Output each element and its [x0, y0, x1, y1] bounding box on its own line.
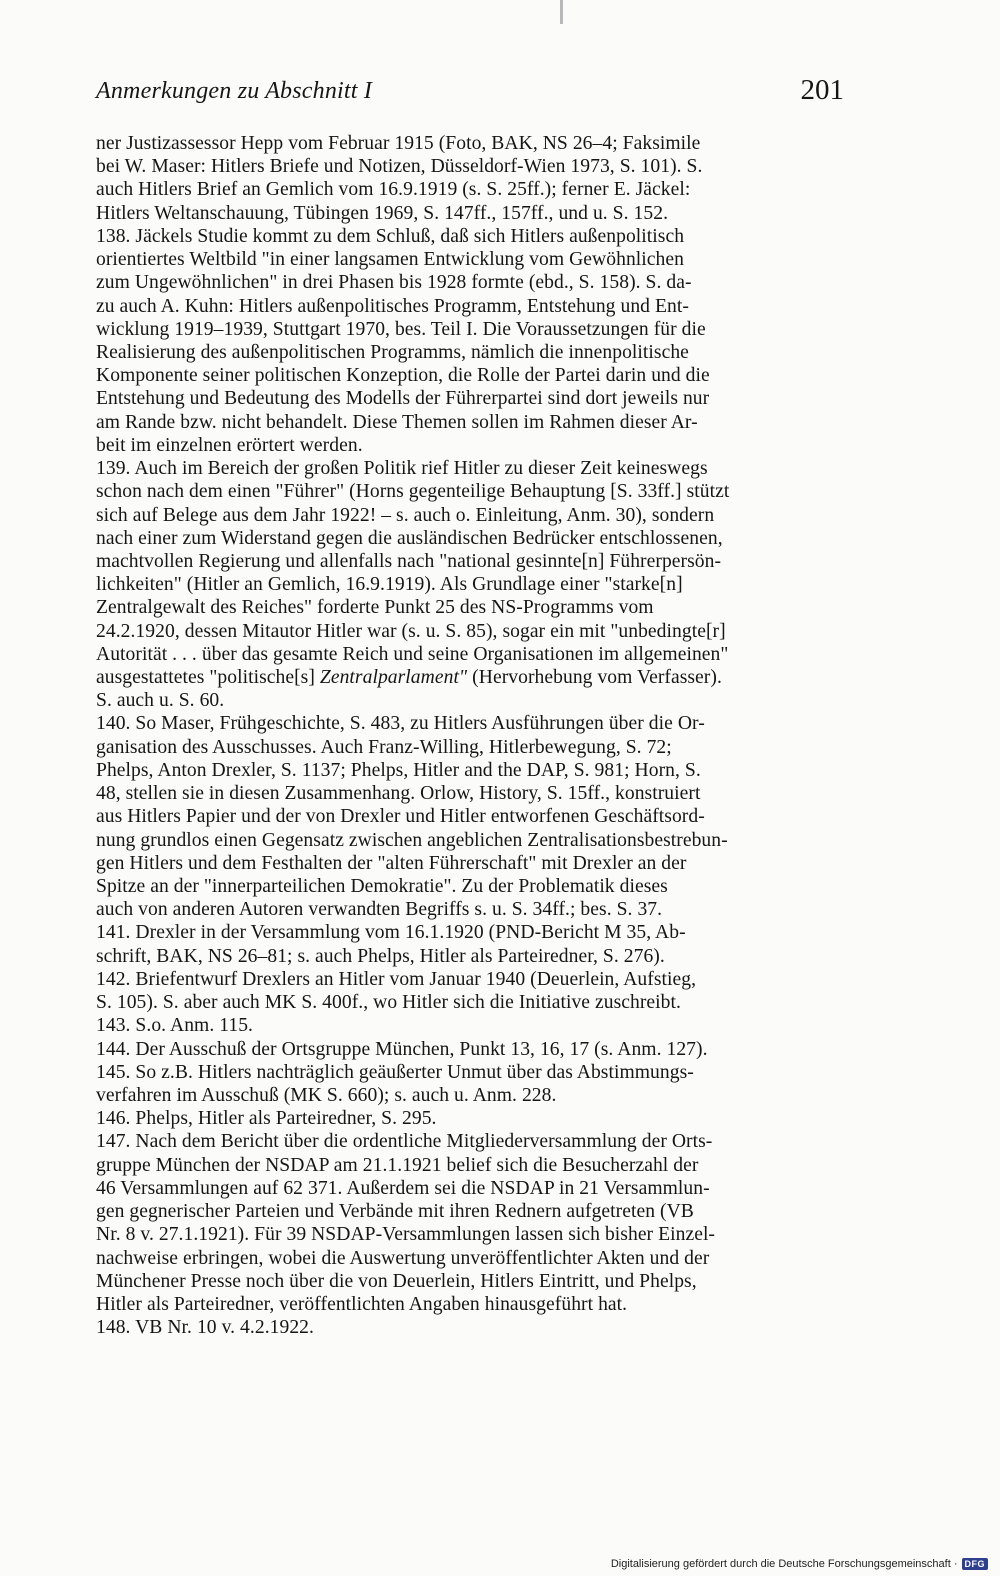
text-line — [96, 643, 844, 666]
text-line — [96, 225, 844, 248]
line-text: gen gegnerischer Parteien und Verbände mit ihren Rednern aufgetreten (VB — [96, 1201, 694, 1223]
line-text: 146. Phelps, Hitler als Parteiredner, S. 295. — [96, 1108, 437, 1130]
text-line — [96, 712, 844, 735]
text-line — [96, 341, 844, 364]
scan-edge-mark — [560, 0, 563, 24]
text-line — [96, 527, 844, 550]
line-text: nachweise erbringen, wobei die Auswertung unveröffentlichter Akten und der — [96, 1247, 710, 1269]
text-line — [96, 1107, 844, 1130]
line-text: Realisierung des außenpolitischen Programms, nämlich die innenpolitische — [96, 341, 689, 363]
text-line — [96, 573, 844, 596]
line-text: bei W. Maser: Hitlers Briefe und Notizen, Düsseldorf-Wien 1973, S. 101). S. — [96, 156, 703, 178]
line-text: Entstehung und Bedeutung des Modells der Führerpartei sind dort jeweils nur — [96, 388, 710, 410]
line-text: beit im einzelnen erörtert werden. — [96, 434, 363, 456]
line-text: aus Hitlers Papier und der von Drexler und Hitler entworfenen Geschäftsord- — [96, 806, 705, 828]
text-line — [96, 434, 844, 457]
running-title: Anmerkungen zu Abschnitt I — [96, 78, 373, 104]
text-line — [96, 1223, 844, 1246]
endnotes-body — [96, 132, 844, 1339]
line-text: schon nach dem einen "Führer" (Horns gegenteilige Behauptung [S. 33ff.] stützt — [96, 481, 730, 503]
text-line — [96, 1084, 844, 1107]
line-text: 142. Briefentwurf Drexlers an Hitler vom Januar 1940 (Deuerlein, Aufstieg, — [96, 968, 697, 990]
text-line — [96, 1247, 844, 1270]
text-line — [96, 1270, 844, 1293]
text-line — [96, 295, 844, 318]
text-line — [96, 1200, 844, 1223]
line-text: 144. Der Ausschuß der Ortsgruppe München, Punkt 13, 16, 17 (s. Anm. 127). — [96, 1038, 708, 1060]
text-line — [96, 364, 844, 387]
text-line — [96, 829, 844, 852]
line-text: zu auch A. Kuhn: Hitlers außenpolitisches Programm, Entstehung und Ent- — [96, 295, 689, 317]
text-line — [96, 1177, 844, 1200]
line-text: nung grundlos einen Gegensatz zwischen angeblichen Zentralisationsbestrebun- — [96, 829, 728, 851]
text-line — [96, 318, 844, 341]
line-text: Zentralgewalt des Reiches" forderte Punkt 25 des NS-Programms vom — [96, 597, 654, 619]
line-text: S. auch u. S. 60. — [96, 690, 225, 712]
text-line — [96, 852, 844, 875]
text-line — [96, 411, 844, 434]
text-line — [96, 155, 844, 178]
text-line — [96, 759, 844, 782]
text-line — [96, 1014, 844, 1037]
credit-text: Digitalisierung gefördert durch die Deutsche Forschungsgemeinschaft · — [610, 1558, 958, 1570]
text-line — [96, 805, 844, 828]
line-text: orientiertes Weltbild "in einer langsamen Entwicklung vom Gewöhnlichen — [96, 249, 684, 271]
line-text: Hitler als Parteiredner, veröffentlichten Angaben hinausgeführt hat. — [96, 1293, 628, 1315]
page-number: 201 — [800, 74, 844, 106]
line-text: Phelps, Anton Drexler, S. 1137; Phelps, Hitler and the DAP, S. 981; Horn, S. — [96, 759, 701, 781]
digitization-credit — [611, 1558, 988, 1570]
text-line — [96, 1154, 844, 1177]
text-line — [96, 666, 844, 689]
line-text: auch von anderen Autoren verwandten Begriffs s. u. S. 34ff.; bes. S. 37. — [96, 899, 663, 921]
text-line — [96, 178, 844, 201]
line-text: verfahren im Ausschuß (MK S. 660); s. auch u. Anm. 228. — [96, 1084, 557, 1106]
line-text: 139. Auch im Bereich der großen Politik rief Hitler zu dieser Zeit keineswegs — [96, 458, 708, 480]
line-text: gen Hitlers und dem Festhalten der "alten Führerschaft" mit Drexler an der — [96, 852, 687, 874]
text-line — [96, 1038, 844, 1061]
line-text: 143. S.o. Anm. 115. — [96, 1015, 253, 1037]
text-line — [96, 921, 844, 944]
text-line — [96, 875, 844, 898]
line-text: am Rande bzw. nicht behandelt. Diese Themen sollen im Rahmen dieser Ar- — [96, 411, 698, 433]
text-line — [96, 457, 844, 480]
text-line — [96, 480, 844, 503]
text-line — [96, 1316, 844, 1339]
line-text: wicklung 1919–1939, Stuttgart 1970, bes. Teil I. Die Voraussetzungen für die — [96, 318, 706, 340]
line-text: sich auf Belege aus dem Jahr 1922! – s. auch o. Einleitung, Anm. 30), sondern — [96, 504, 715, 526]
line-text: Autorität . . . über das gesamte Reich und seine Organisationen im allgemeinen" — [96, 643, 729, 665]
line-text: 140. So Maser, Frühgeschichte, S. 483, zu Hitlers Ausführungen über die Or- — [96, 713, 705, 735]
line-text: gruppe München der NSDAP am 21.1.1921 belief sich die Besucherzahl der — [96, 1154, 699, 1176]
emphasis-text: Zentralparlament" — [319, 667, 468, 689]
line-text: 148. VB Nr. 10 v. 4.2.1922. — [96, 1317, 314, 1339]
text-line — [96, 689, 844, 712]
line-text: auch Hitlers Brief an Gemlich vom 16.9.1919 (s. S. 25ff.); ferner E. Jäckel: — [96, 179, 691, 201]
line-text: 46 Versammlungen auf 62 371. Außerdem sei die NSDAP in 21 Versammlun- — [96, 1177, 710, 1199]
text-line — [96, 550, 844, 573]
line-text: nach einer zum Widerstand gegen die ausländischen Bedrücker entschlossenen, — [96, 527, 723, 549]
text-line — [96, 1130, 844, 1153]
line-text: 48, stellen sie in diesen Zusammenhang. Orlow, History, S. 15ff., konstruiert — [96, 783, 701, 805]
text-line — [96, 248, 844, 271]
line-text: ner Justizassessor Hepp vom Februar 1915 (Foto, BAK, NS 26–4; Faksimile — [96, 133, 701, 154]
page-header — [96, 76, 844, 116]
line-text: Münchener Presse noch über die von Deuerlein, Hitlers Eintritt, und Phelps, — [96, 1270, 697, 1292]
line-text: ganisation des Ausschusses. Auch Franz-Willing, Hitlerbewegung, S. 72; — [96, 736, 672, 758]
text-line — [96, 898, 844, 921]
text-line — [96, 968, 844, 991]
dfg-logo-icon: DFG — [962, 1558, 989, 1570]
text-line — [96, 736, 844, 759]
line-text: Hitlers Weltanschauung, Tübingen 1969, S. 147ff., 157ff., und u. S. 152. — [96, 202, 669, 224]
text-line — [96, 132, 844, 155]
line-text: Spitze an der "innerparteilichen Demokratie". Zu der Problematik dieses — [96, 876, 668, 897]
text-line — [96, 202, 844, 225]
text-line — [96, 271, 844, 294]
line-text: ausgestattetes "politische[s] — [96, 667, 315, 689]
text-line — [96, 596, 844, 619]
text-line — [96, 945, 844, 968]
line-text: Nr. 8 v. 27.1.1921). Für 39 NSDAP-Versammlungen lassen sich bisher Einzel- — [96, 1224, 716, 1246]
text-line — [96, 1061, 844, 1084]
line-text: 138. Jäckels Studie kommt zu dem Schluß, daß sich Hitlers außenpolitisch — [96, 225, 685, 247]
line-text: 24.2.1920, dessen Mitautor Hitler war (s. u. S. 85), sogar ein mit "unbedingte[r] — [96, 620, 726, 642]
text-line — [96, 387, 844, 410]
text-line — [96, 991, 844, 1014]
line-text: lichkeiten" (Hitler an Gemlich, 16.9.1919). Als Grundlage einer "starke[n] — [96, 574, 683, 596]
text-line — [96, 620, 844, 643]
line-text: 141. Drexler in der Versammlung vom 16.1.1920 (PND-Bericht M 35, Ab- — [96, 922, 686, 944]
text-line — [96, 782, 844, 805]
line-text: zum Ungewöhnlichen" in drei Phasen bis 1928 formte (ebd., S. 158). S. da- — [96, 272, 692, 294]
line-text: S. 105). S. aber auch MK S. 400f., wo Hitler sich die Initiative zuschreibt. — [96, 992, 681, 1014]
line-text: Komponente seiner politischen Konzeption, die Rolle der Partei darin und die — [96, 365, 710, 387]
line-text: 147. Nach dem Bericht über die ordentliche Mitgliederversammlung der Orts- — [96, 1131, 713, 1153]
line-text: 145. So z.B. Hitlers nachträglich geäußerter Unmut über das Abstimmungs- — [96, 1061, 694, 1083]
text-line — [96, 1293, 844, 1316]
line-text: schrift, BAK, NS 26–81; s. auch Phelps, Hitler als Parteiredner, S. 276). — [96, 945, 665, 967]
text-line — [96, 504, 844, 527]
line-text: machtvollen Regierung und allenfalls nach "national gesinnte[n] Führerpersön- — [96, 550, 722, 572]
line-tail-text: (Hervorhebung vom Verfasser). — [467, 667, 722, 689]
